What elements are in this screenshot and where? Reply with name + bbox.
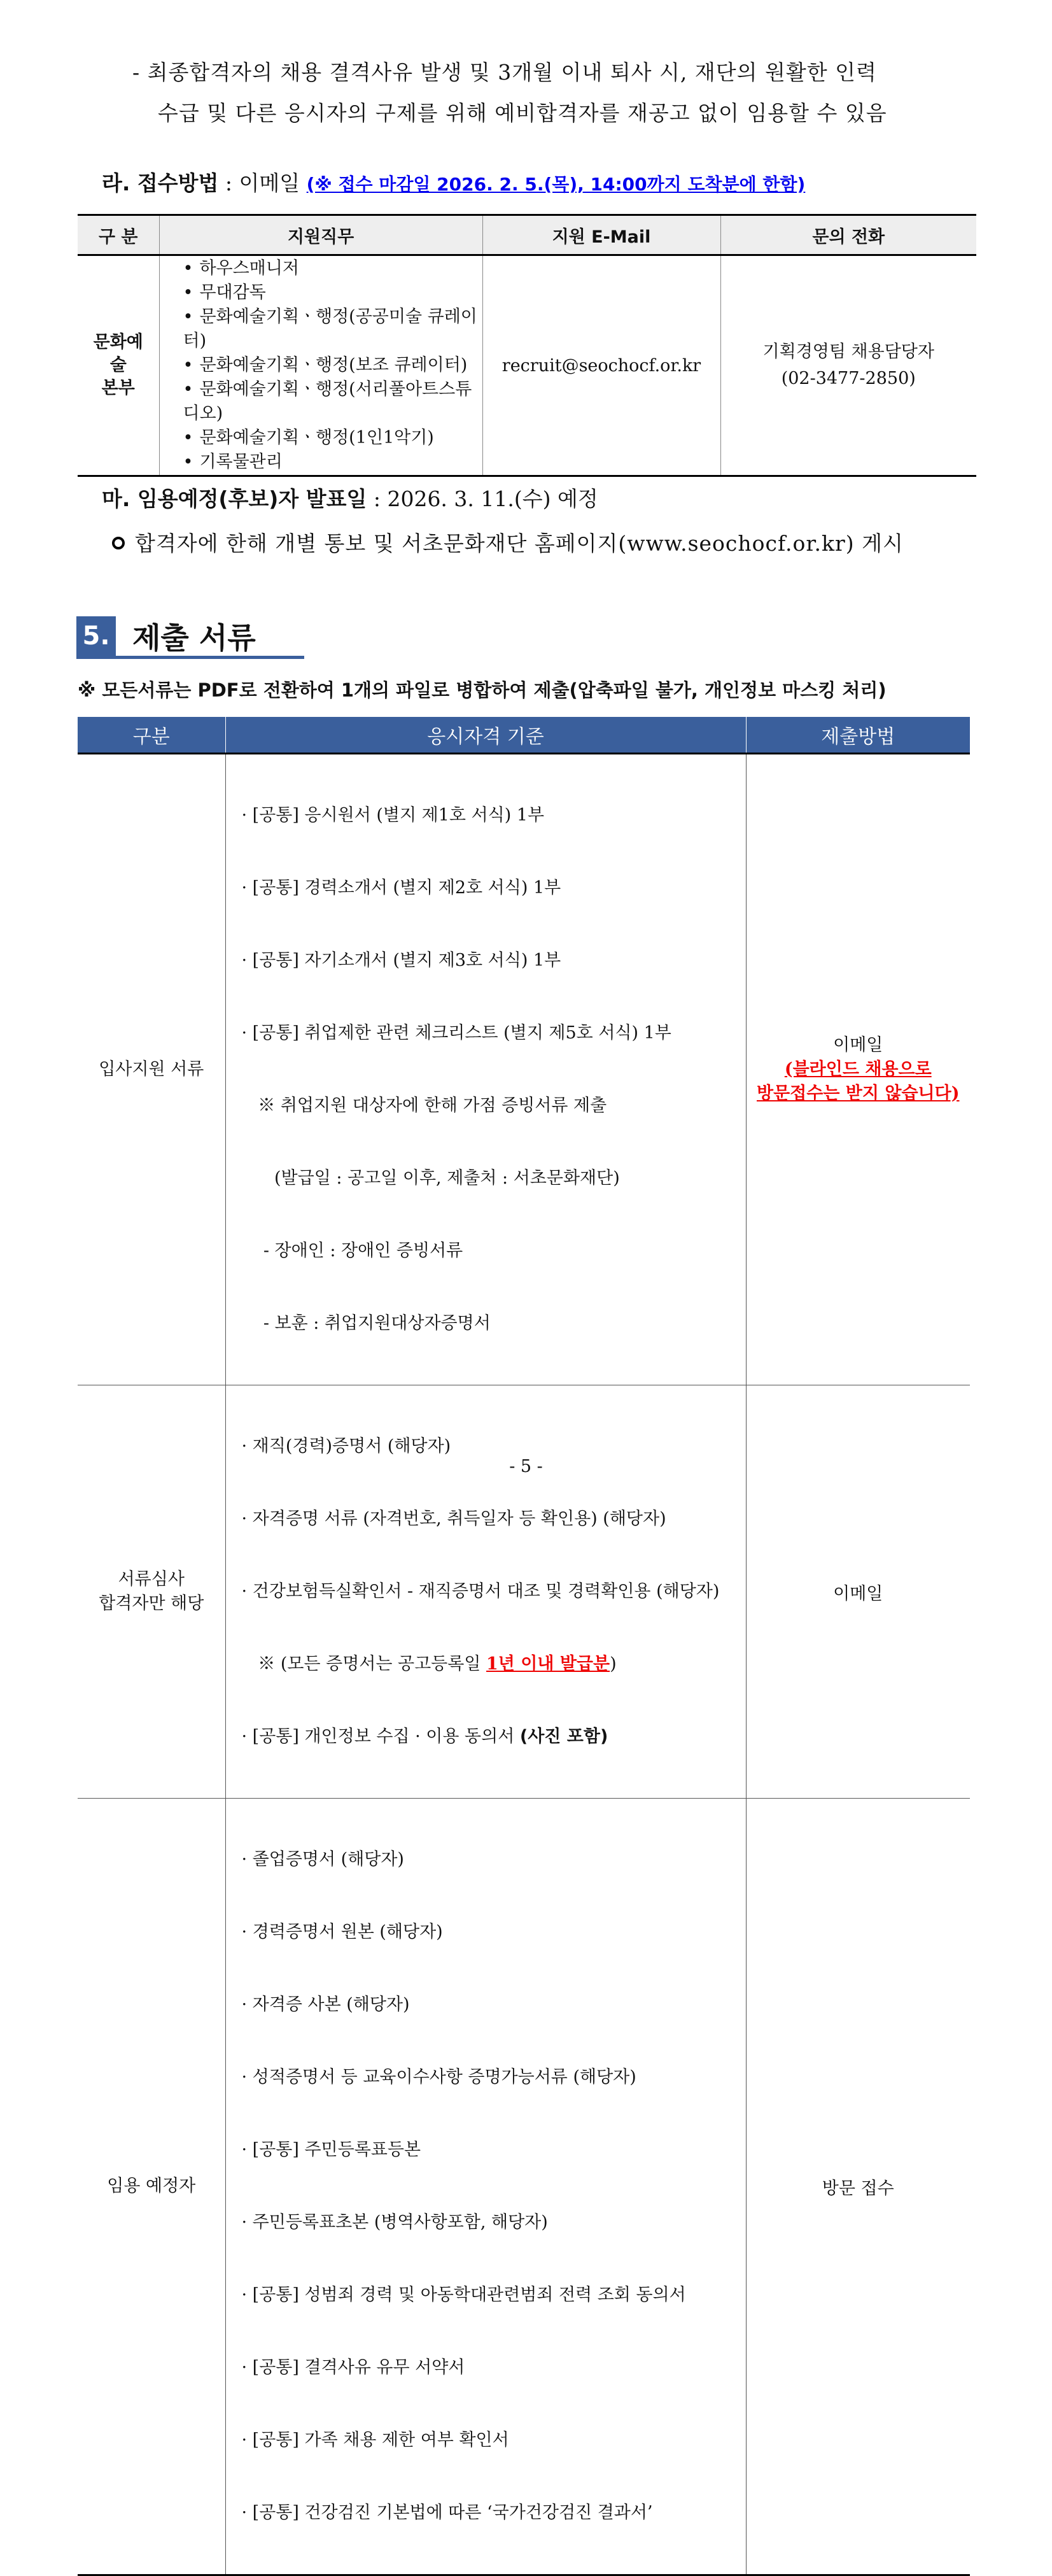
method-warning: (블라인드 채용으로 xyxy=(784,1059,932,1079)
header-division: 구 분 xyxy=(78,215,159,255)
list-item xyxy=(242,1725,745,1749)
contact-name: 기획경영팀 채용담당자 xyxy=(762,342,934,362)
list-item: • 문화예술기획ㆍ행정(1인1악기) xyxy=(183,426,482,450)
list-item: · [공통] 건강검진 기본법에 따른 ‘국가건강검진 결과서’ xyxy=(241,2503,653,2523)
method-cell: 방문 접수 xyxy=(746,1799,970,2575)
list-item: · 재직(경력)증명서 (해당자) xyxy=(241,1436,451,1456)
recruit-email-link[interactable]: recruit@seochocf.or.kr xyxy=(501,355,701,376)
list-item: · 건강보험득실확인서 - 재직증명서 대조 및 경력확인용 (해당자) xyxy=(241,1582,720,1601)
section-ma-bullet-text: 합격자에 한해 개별 통보 및 서초문화재단 홈페이지(www.seochocf.or.kr) 게시 xyxy=(135,531,904,556)
list-item: · 주민등록표초본 (병역사항포함, 해당자) xyxy=(241,2212,548,2232)
application-table-header xyxy=(78,215,976,255)
note-text: ) xyxy=(610,1654,617,1674)
list-item: · [공통] 가족 채용 제한 여부 확인서 xyxy=(241,2430,509,2450)
list-item: · 졸업증명서 (해당자) xyxy=(241,1850,404,1869)
application-table xyxy=(78,214,976,477)
table-row xyxy=(78,754,970,1385)
list-item: · [공통] 취업제한 관련 체크리스트 (별지 제5호 서식) 1부 xyxy=(241,1023,671,1043)
category-cell: 임용 예정자 xyxy=(78,1799,225,2575)
category-cell xyxy=(78,1385,225,1799)
category-text: 합격자만 해당 xyxy=(99,1594,204,1613)
section-ma-date: 2026. 3. 11.(수) 예정 xyxy=(387,486,598,511)
header-job: 지원직무 xyxy=(159,215,482,255)
list-item: • 문화예술기획ㆍ행정(공공미술 큐레이터) xyxy=(183,305,482,353)
contact-cell xyxy=(720,255,976,476)
intro-line-2: 수급 및 다른 응시자의 구제를 위해 예비합격자를 재공고 없이 임용할 수 있음 xyxy=(158,101,887,125)
items-cell xyxy=(225,1385,746,1799)
section-5-underline xyxy=(76,656,304,659)
list-item: · [공통] 주민등록표등본 xyxy=(241,2140,421,2160)
division-cell xyxy=(78,255,159,476)
division-text: 본부 xyxy=(101,378,135,398)
list-item: · 성적증명서 등 교육이수사항 증명가능서류 (해당자) xyxy=(241,2067,636,2087)
header-category: 구분 xyxy=(78,717,225,754)
job-list xyxy=(160,257,482,474)
method-cell xyxy=(746,754,970,1385)
division-text: 술 xyxy=(109,355,127,375)
items-cell xyxy=(225,1799,746,2575)
section-ra-method: 이메일 xyxy=(239,171,300,195)
section-ra-sep: : xyxy=(218,171,239,195)
jobs-cell xyxy=(159,255,482,476)
list-item: · 자격증 사본 (해당자) xyxy=(241,1995,410,2014)
list-item: · 경력증명서 원본 (해당자) xyxy=(241,1922,443,1942)
intro-line-1: - 최종합격자의 채용 결격사유 발생 및 3개월 이내 퇴사 시, 재단의 원활한 인력 xyxy=(132,60,877,85)
method-warning: 방문접수는 받지 않습니다) xyxy=(757,1084,960,1103)
list-item: ※ 취업지원 대상자에 한해 가점 증빙서류 제출 xyxy=(241,1096,607,1115)
list-item: • 문화예술기획ㆍ행정(서리풀아트스튜디오) xyxy=(183,378,482,426)
section-ra-deadline-note: (※ 접수 마감일 2026. 2. 5.(목), 14:00까지 도착분에 한함) xyxy=(306,174,806,195)
header-email: 지원 E-Mail xyxy=(482,215,720,255)
category-cell: 입사지원 서류 xyxy=(78,754,225,1385)
section-ma-sep: : xyxy=(367,486,388,511)
section-5-title: 제출 서류 xyxy=(132,621,256,655)
list-item xyxy=(242,1652,745,1676)
documents-table xyxy=(78,717,970,2576)
list-item: · [공통] 자기소개서 (별지 제3호 서식) 1부 xyxy=(241,951,561,970)
category-text: 서류심사 xyxy=(118,1569,185,1589)
list-item: (발급일 : 공고일 이후, 제출처 : 서초문화재단) xyxy=(241,1168,620,1188)
section-ra-heading xyxy=(102,167,805,197)
division-text: 문화예 xyxy=(93,332,143,352)
contact-phone: (02-3477-2850) xyxy=(781,369,916,388)
header-phone: 문의 전화 xyxy=(720,215,976,255)
item-bold-text: (사진 포함) xyxy=(519,1727,608,1746)
email-cell xyxy=(482,255,720,476)
item-text: · [공통] 개인정보 수집 · 이용 동의서 xyxy=(241,1727,520,1746)
items-cell xyxy=(225,754,746,1385)
table-row xyxy=(78,255,976,476)
header-method: 제출방법 xyxy=(746,717,970,754)
documents-table-header xyxy=(78,717,970,754)
circle-bullet-icon xyxy=(112,537,125,549)
header-criteria: 응시자격 기준 xyxy=(225,717,746,754)
method-text: 이메일 xyxy=(833,1035,883,1055)
table-row xyxy=(78,1385,970,1799)
note-highlight: 1년 이내 발급분 xyxy=(486,1654,610,1674)
section-5-number-badge: 5. xyxy=(76,616,116,656)
list-item: · [공통] 성범죄 경력 및 아동학대관련범죄 전력 조회 동의서 xyxy=(241,2285,686,2305)
list-item: • 문화예술기획ㆍ행정(보조 큐레이터) xyxy=(183,353,482,378)
section-ma-heading xyxy=(102,483,598,513)
page-number: - 5 - xyxy=(509,1457,543,1476)
list-item: · [공통] 응시원서 (별지 제1호 서식) 1부 xyxy=(241,805,545,825)
section-ma-label: 마. 임용예정(후보)자 발표일 xyxy=(102,486,367,511)
section-ra-label: 라. 접수방법 xyxy=(102,171,219,195)
list-item: - 장애인 : 장애인 증빙서류 xyxy=(241,1241,463,1261)
list-item: • 기록물관리 xyxy=(183,450,482,474)
note-text: ※ (모든 증명서는 공고등록일 xyxy=(241,1654,487,1674)
table-row xyxy=(78,1799,970,2575)
list-item: · [공통] 결격사유 유무 서약서 xyxy=(241,2358,465,2377)
list-item: · [공통] 경력소개서 (별지 제2호 서식) 1부 xyxy=(241,878,561,898)
section-5-note: ※ 모든서류는 PDF로 전환하여 1개의 파일로 병합하여 제출(압축파일 불가, 개인정보 마스킹 처리) xyxy=(78,679,887,701)
section-ma-bullet xyxy=(112,527,904,557)
list-item: • 하우스매니저 xyxy=(183,257,482,281)
list-item: - 보훈 : 취업지원대상자증명서 xyxy=(241,1313,491,1333)
method-cell: 이메일 xyxy=(746,1385,970,1799)
list-item: · 자격증명 서류 (자격번호, 취득일자 등 확인용) (해당자) xyxy=(241,1509,666,1529)
list-item: • 무대감독 xyxy=(183,281,482,305)
